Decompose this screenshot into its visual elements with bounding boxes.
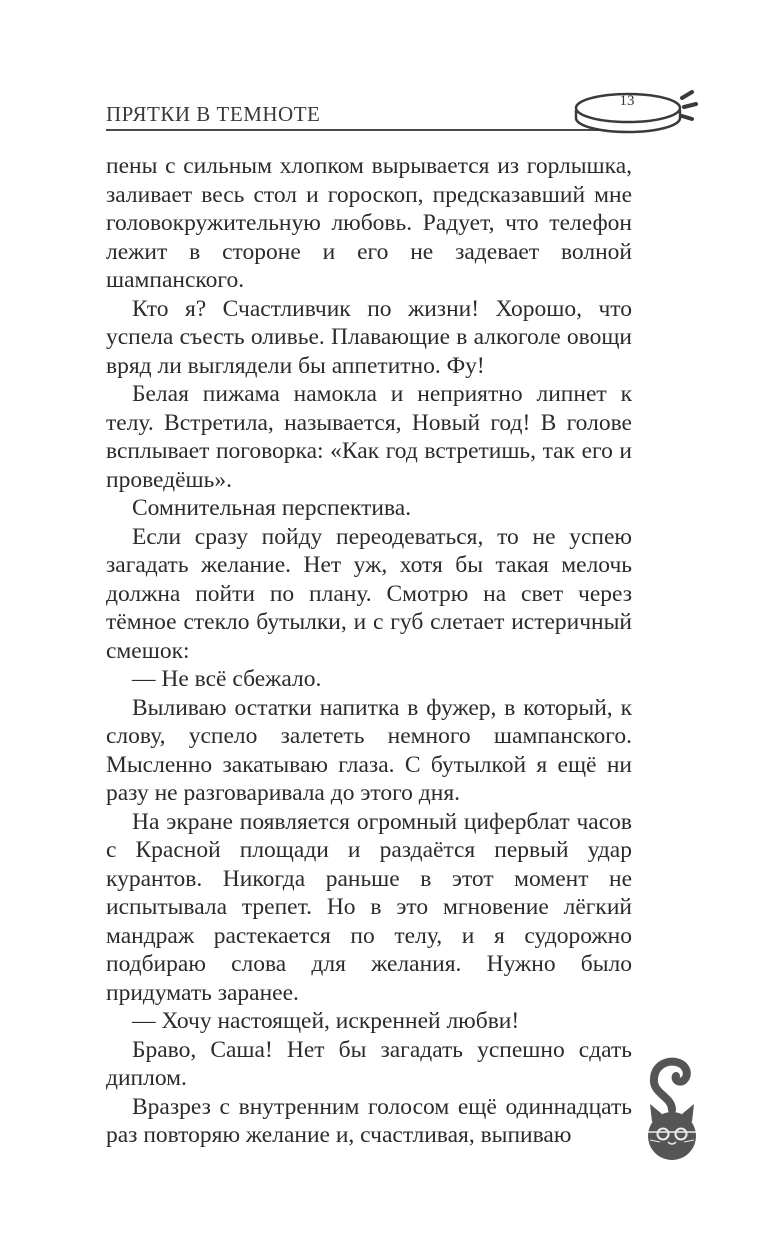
paragraph: Белая пижама намокла и неприятно липнет к телу. Встретила, называется, Новый год! В голове всплывает поговорка: «Как год встретишь, так его и проведёшь». [106, 381, 632, 493]
running-title: ПРЯТКИ В ТЕМНОТЕ [106, 102, 321, 126]
paragraph: пены с сильным хлопком вырывается из горлышка, заливает весь стол и гороскоп, предсказавший мне головокружительную любовь. Радует, что телефон лежит в стороне и его не задевает волной шампанского. [106, 153, 632, 293]
paragraph: Кто я? Счастливчик по жизни! Хорошо, что успела съесть оливье. Плавающие в алкоголе овощи вряд ли выглядели бы аппетитно. Фу! [106, 295, 632, 379]
paragraph: На экране появляется огромный циферблат часов с Красной площади и раздаётся первый удар курантов. Никогда раньше в этот момент не испытывала трепет. Но в это мгновение лёгкий мандраж растекается по телу, и я судорожно подбираю слова для желания. Нужно было придумать заранее. [106, 808, 632, 1006]
paragraph: Выливаю остатки напитка в фужер, в который, к слову, успело залететь немного шампанского. Мысленно закатываю глаза. С бутылкой я ещё ни разу не разговаривала до этого дня. [106, 694, 632, 806]
page-number: 13 [619, 93, 635, 109]
paragraph: Вразрез с внутренним голосом ещё одиннадцать раз повторяю желание и, счастливая, выпиваю [106, 1093, 632, 1148]
paragraph: Браво, Саша! Нет бы загадать успешно сдать диплом. [106, 1036, 632, 1091]
running-header [106, 88, 706, 138]
header-rule [106, 129, 606, 131]
page-number-badge [570, 88, 700, 136]
cat-illustration-icon [642, 1052, 702, 1162]
paragraph: Если сразу пойду переодеваться, то не успею загадать желание. Нет уж, хотя бы такая мелочь должна пойти по плану. Смотрю на свет через тёмное стекло бутылки, и с губ слетает истеричный смешок: [106, 523, 632, 664]
paragraph: — Хочу настоящей, искренней любви! [132, 1008, 520, 1034]
paragraph: — Не всё сбежало. [132, 666, 322, 692]
paragraph: Сомнительная перспектива. [132, 495, 412, 521]
body-text [106, 152, 632, 1150]
